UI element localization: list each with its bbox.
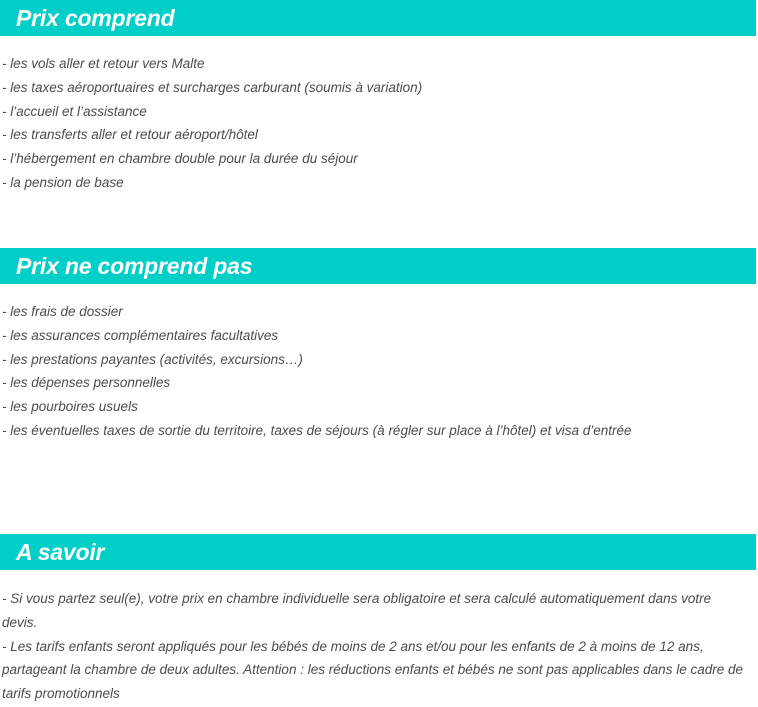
section-body-a-savoir (0, 587, 756, 706)
list-item: - les vols aller et retour vers Malte (2, 56, 205, 71)
list-item: - les prestations payantes (activités, excursions…) (2, 351, 303, 367)
paragraph: - Les tarifs enfants seront appliqués pour les bébés de moins de 2 ans et/ou pour les enfants de 2 à moins de 12 ans, partageant la chambre de deux adultes. Attention : les réductions enfants et bébés ne sont pas applicables dans le cadre de tarifs promotionnels (2, 638, 743, 702)
list-item: - les assurances complémentaires facultatives (2, 327, 279, 343)
list-item: - les transferts aller et retour aéroport/hôtel (2, 127, 258, 143)
paragraph: - Si vous partez seul(e), votre prix en chambre individuelle sera obligatoire et sera calculé automatiquement dans votre devis. (2, 591, 712, 630)
section-title: Prix comprend (16, 5, 175, 31)
list-item: - les frais de dossier (2, 304, 123, 319)
list-item: - l’accueil et l’assistance (2, 103, 147, 119)
list-item: - les taxes aéroportuaires et surcharges carburant (soumis à variation) (2, 79, 423, 95)
list-item: - la pension de base (2, 174, 124, 190)
section-title: A savoir (16, 539, 105, 565)
list-item: - les dépenses personnelles (2, 375, 171, 391)
section-header-a-savoir (0, 534, 756, 570)
list-item: - l’hébergement en chambre double pour la durée du séjour (2, 151, 358, 167)
section-title: Prix ne comprend pas (16, 253, 253, 279)
section-body-prix-comprend (0, 52, 756, 195)
section-body-prix-ne-comprend-pas (0, 300, 756, 443)
section-header-prix-ne-comprend-pas (0, 248, 756, 284)
list-item: - les éventuelles taxes de sortie du territoire, taxes de séjours (à régler sur place à l’hôtel) et visa d’entrée (2, 422, 632, 438)
section-header-prix-comprend (0, 0, 756, 36)
list-item: - les pourboires usuels (2, 399, 138, 415)
